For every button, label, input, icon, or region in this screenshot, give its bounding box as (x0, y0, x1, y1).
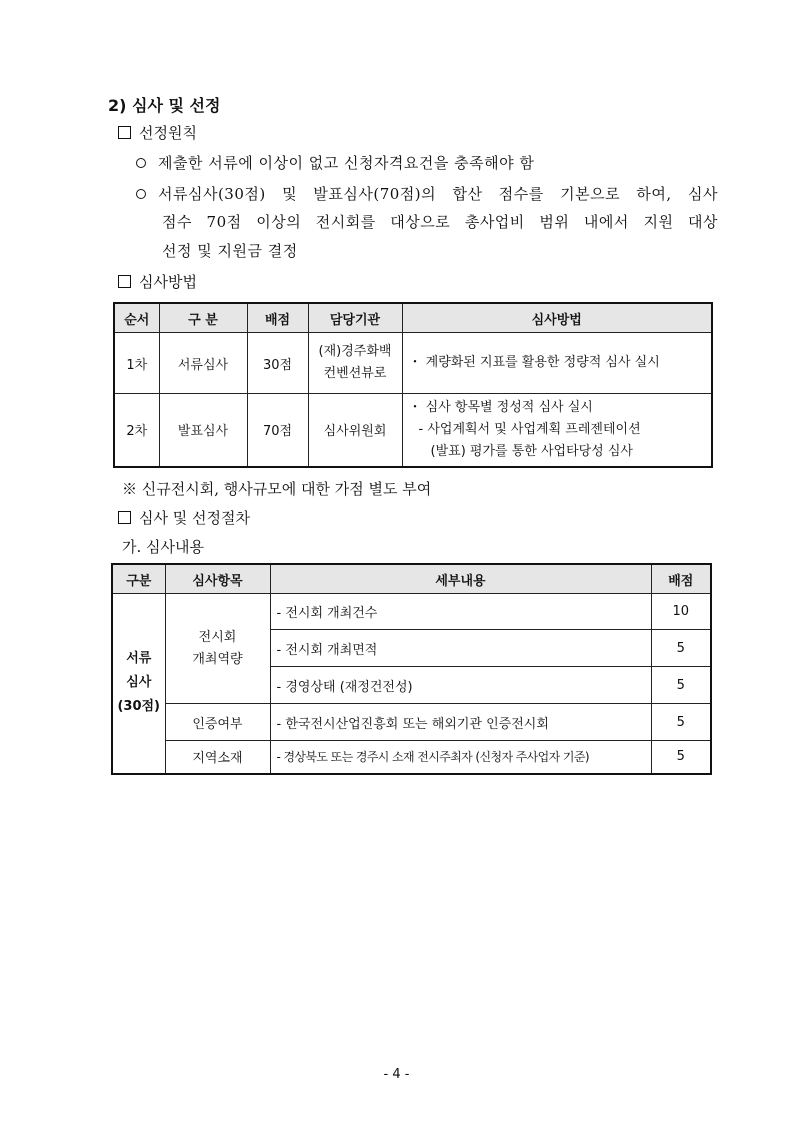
checkbox-square-icon (118, 275, 131, 288)
item-line: 전시회 (198, 629, 237, 645)
table-row (114, 394, 712, 467)
detail-cell: - 전시회 개최건수 (270, 594, 651, 630)
item-line: 개최역량 (192, 651, 243, 667)
note-text: ※ 신규전시회, 행사규모에 대한 가점 별도 부여 (122, 480, 432, 498)
score-cell: 5 (651, 630, 711, 667)
circle-bullet-icon (136, 189, 146, 199)
method-cell (402, 394, 712, 467)
detail-cell: - 한국전시산업진흥회 또는 해외기관 인증전시회 (270, 704, 651, 741)
order-cell: 2차 (114, 394, 159, 467)
header-org: 담당기관 (308, 303, 402, 333)
procedure-heading-label: 심사 및 선정절차 (139, 509, 250, 527)
category-line: 서류 (126, 651, 152, 667)
table-header-row (112, 564, 711, 594)
content-heading: 가. 심사내용 (122, 538, 204, 556)
header-detail: 세부내용 (270, 564, 651, 594)
item-cell: 지역소재 (165, 741, 270, 774)
category-cell (112, 594, 165, 774)
checkbox-square-icon (118, 511, 131, 524)
checkbox-square-icon (118, 126, 131, 139)
method-line: (발표) 평가를 통한 사업타당성 심사 (430, 443, 633, 459)
org-line: 컨벤션뷰로 (323, 366, 387, 381)
principle-text-2b: 점수 70점 이상의 전시회를 대상으로 총사업비 범위 내에서 지원 대상 (162, 213, 718, 231)
table-header-row (114, 303, 712, 333)
method-heading (118, 271, 197, 292)
item-cell (165, 594, 270, 704)
header-order: 순서 (114, 303, 159, 333)
type-cell: 발표심사 (159, 394, 247, 467)
principle-item-2 (136, 183, 718, 204)
principle-text-1: 제출한 서류에 이상이 없고 신청자격요건을 충족해야 함 (158, 154, 535, 172)
org-cell: 심사위원회 (308, 394, 402, 467)
principle-item-1 (136, 152, 534, 173)
detail-cell: - 경영상태 (재정건전성) (270, 667, 651, 704)
method-cell: ・ 계량화된 지표를 활용한 정량적 심사 실시 (402, 333, 712, 394)
score-cell: 10 (651, 594, 711, 630)
page-number: - 4 - (383, 1067, 410, 1082)
review-method-table (113, 302, 713, 468)
header-type: 구 분 (159, 303, 247, 333)
method-line: - 사업계획서 및 사업계획 프레젠테이션 (418, 421, 641, 437)
score-cell: 30점 (247, 333, 308, 394)
order-cell: 1차 (114, 333, 159, 394)
method-heading-label: 심사방법 (139, 273, 197, 291)
type-cell: 서류심사 (159, 333, 247, 394)
score-cell: 5 (651, 667, 711, 704)
category-line: 심사 (126, 675, 152, 691)
org-line: (재)경주화백 (318, 344, 392, 359)
header-item: 심사항목 (165, 564, 270, 594)
header-score: 배점 (247, 303, 308, 333)
section-title: 2) 심사 및 선정 (108, 96, 221, 115)
principle-heading (118, 122, 197, 143)
header-score: 배점 (651, 564, 711, 594)
category-line: (30점) (117, 699, 161, 715)
review-content-table (111, 563, 712, 775)
detail-cell: - 경상북도 또는 경주시 소재 전시주최자 (신청자 주사업자 기준) (270, 741, 651, 774)
score-cell: 70점 (247, 394, 308, 467)
header-category: 구분 (112, 564, 165, 594)
table-row (112, 741, 711, 774)
table-row (114, 333, 712, 394)
table-row (112, 594, 711, 630)
method-line: ・ 심사 항목별 정성적 심사 실시 (408, 399, 593, 415)
principle-text-2a: 서류심사(30점) 및 발표심사(70점)의 합산 점수를 기본으로 하여, 심사 (158, 185, 718, 203)
score-cell: 5 (651, 704, 711, 741)
table-row (112, 704, 711, 741)
circle-bullet-icon (136, 158, 146, 168)
org-cell (308, 333, 402, 394)
item-cell: 인증여부 (165, 704, 270, 741)
score-cell: 5 (651, 741, 711, 774)
detail-cell: - 전시회 개최면적 (270, 630, 651, 667)
principle-heading-label: 선정원칙 (139, 124, 197, 142)
principle-text-2c: 선정 및 지원금 결정 (162, 242, 298, 260)
procedure-heading (118, 507, 250, 528)
header-method: 심사방법 (402, 303, 712, 333)
